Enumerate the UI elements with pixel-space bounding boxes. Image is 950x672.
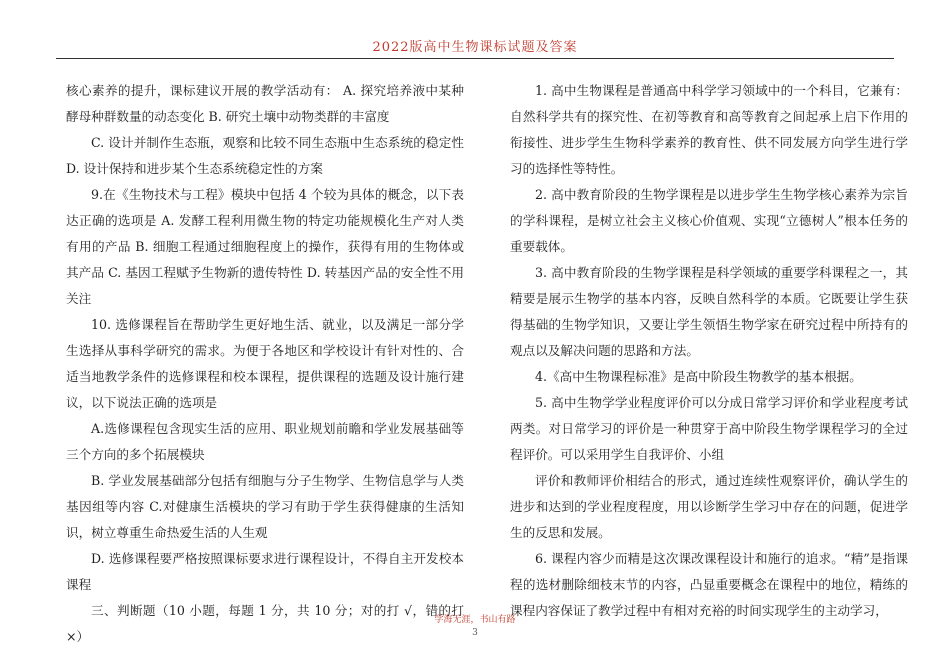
statement-1: 1. 高中生物课程是普通高中科学学习领域中的一个科目，它兼有：自然科学共有的探究性、在初等教育和高等教育之间起承上启下作用的衔接性、进步学生生物科学素养的教育性、供不同发展方向学生进行学习的选择性等特性。	[510, 83, 908, 176]
paragraph: 评价和教师评价相结合的形式，通过连续性观察评价，确认学生的进步和达到的学业程度程度，用以诊断学生学习中存在的问题，促进学生的反思和发展。	[510, 473, 908, 540]
question-9: 9.在《生物技术与工程》模块中包括 4 个较为具体的概念，以下表达正确的选项是 A. 发酵工程利用微生物的特定功能规模化生产对人类有用的产品 B. 细胞工程通过细胞程度上的操作，获得有用的生物体或其产品 C. 基因工程赋予生物新的遗传特性 D. 转基因产品的安全性不用关注	[66, 187, 464, 306]
statement-5: 5. 高中生物学学业程度评价可以分成日常学习评价和学业程度考试两类。对日常学习的评价是一种贯穿于高中阶段生物学课程学习的全过程评价。可以采用学生自我评价、小组	[510, 395, 908, 462]
page-number: 3	[472, 628, 478, 638]
document-header-title: 2022版高中生物课标试题及答案	[372, 40, 578, 55]
question-10: 10. 选修课程旨在帮助学生更好地生活、就业，以及满足一部分学生选择从事科学研究的需求。为便于各地区和学校设计有针对性的、合适当地教学条件的选修课程和校本课程，提供课程的选题及设计施行建议，以下说法正确的选项是	[66, 317, 464, 410]
option-a: A.选修课程包含现实生活的应用、职业规划前瞻和学业发展基础等三个方向的多个拓展模块	[66, 421, 464, 462]
footer-motto: 学海无涯，书山有路	[434, 615, 516, 625]
paragraph: C. 设计并制作生态瓶，观察和比较不同生态瓶中生态系统的稳定性 D. 设计保持和进步某个生态系统稳定性的方案	[66, 135, 464, 176]
header-divider	[56, 58, 894, 59]
option-d: D. 选修课程要严格按照课标要求进行课程设计，不得自主开发校本课程	[66, 551, 464, 592]
statement-2: 2. 高中教育阶段的生物学课程是以进步学生生物学核心素养为宗旨的学科课程，是树立社会主义核心价值观、实现“立德树人”根本任务的重要载体。	[510, 187, 908, 254]
paragraph: 核心素养的提升，课标建议开展的教学活动有： A. 探究培养液中某种酵母种群数量的动态变化 B. 研究土壤中动物类群的丰富度	[66, 83, 464, 124]
statement-6: 6. 课程内容少而精是这次课改课程设计和施行的追求。“精”是指课程的选材删除细枝末节的内容，凸显重要概念在课程中的地位，精练的课程内容保证了教学过程中有相对充裕的时间实现学生的主动学习，	[510, 551, 908, 618]
option-b-c: B. 学业发展基础部分包括有细胞与分子生物学、生物信息学与人类基因组等内容 C.对健康生活模块的学习有助于学生获得健康的生活知识，树立尊重生命热爱生活的人生观	[66, 473, 464, 540]
statement-4: 4.《高中生物课程标准》是高中阶段生物教学的基本根据。	[535, 369, 862, 384]
section-heading: 三、判断题（10 小题，每题 1 分，共 10 分；对的打 √，错的打×）	[66, 603, 464, 644]
statement-3: 3. 高中教育阶段的生物学课程是科学领域的重要学科课程之一，其精要是展示生物学的基本内容，反映自然科学的本质。它既要让学生获得基础的生物学知识，又要让学生领悟生物学家在研究过程中所持有的观点以及解决问题的思路和方法。	[510, 265, 908, 358]
left-column	[66, 78, 464, 650]
right-column	[510, 78, 908, 624]
